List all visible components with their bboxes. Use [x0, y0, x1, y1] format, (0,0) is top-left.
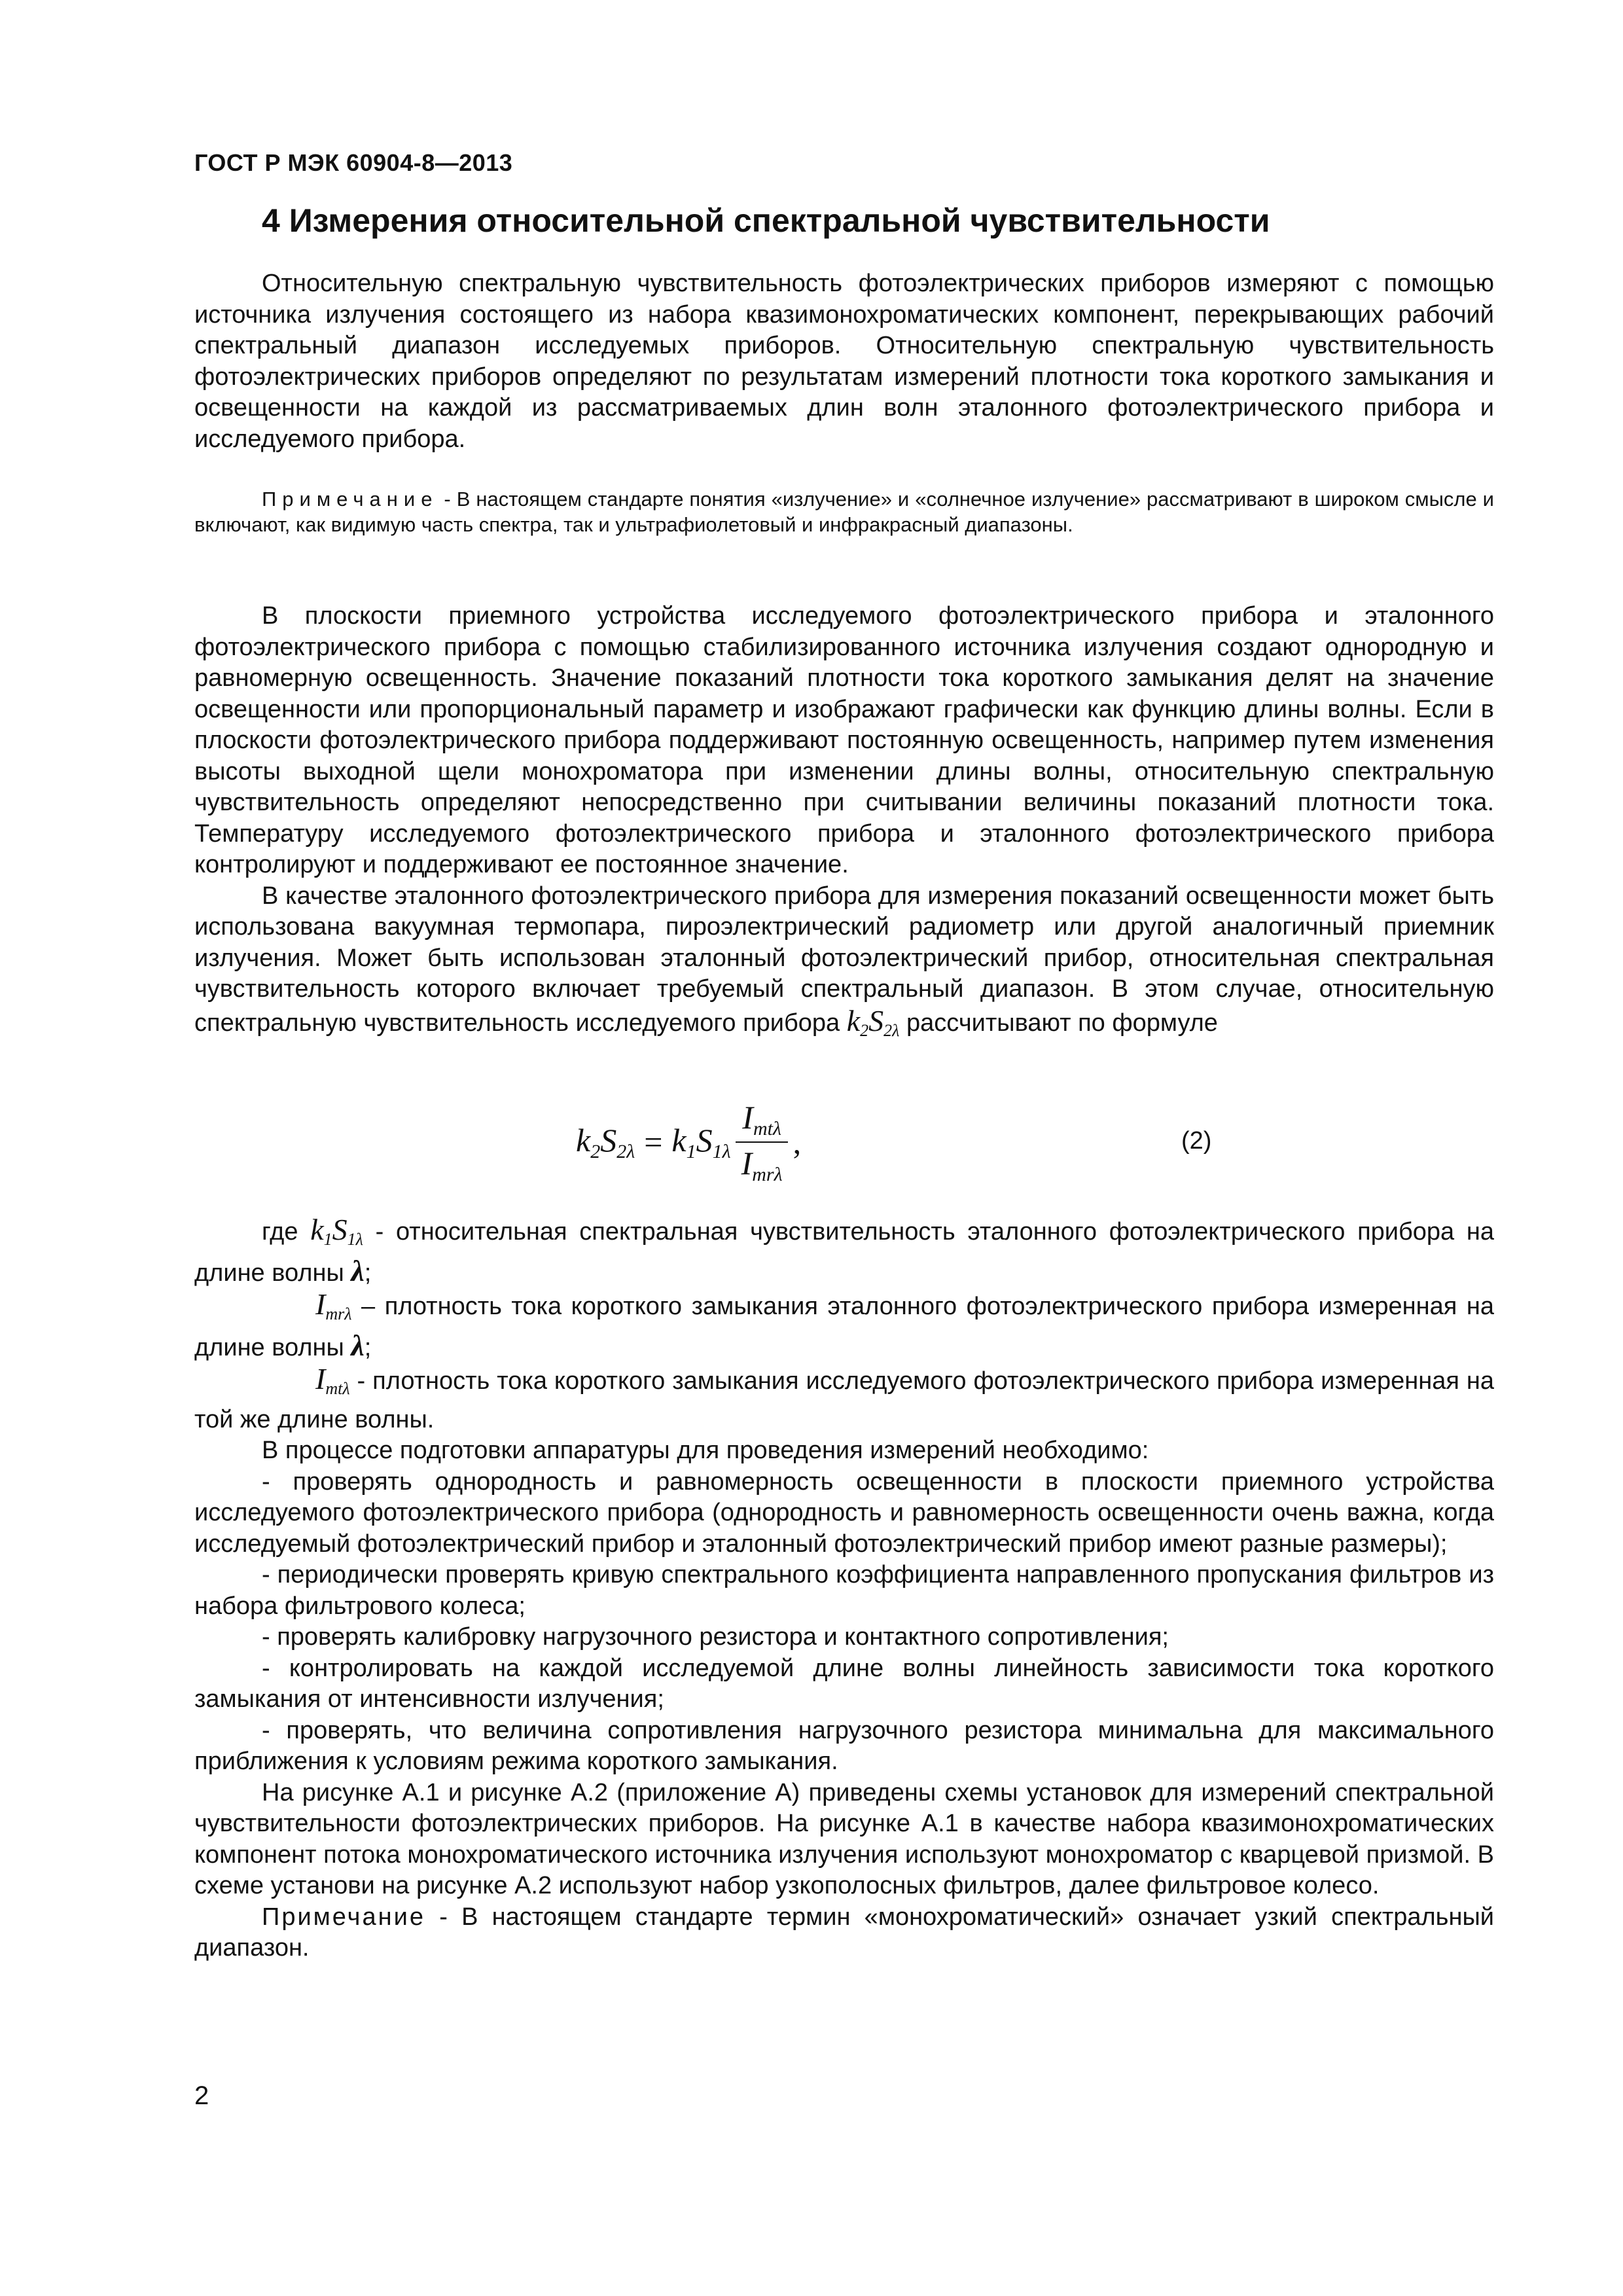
formula-number: (2) — [1181, 1127, 1212, 1155]
procedure-item: - проверять калибровку нагрузочного резистора и контактного сопротивления; — [262, 1623, 1169, 1651]
intro-paragraph: Относительную спектральную чувствительность фотоэлектрических приборов измеряют с помощью источника излучения состоящего из набора квазимонохроматических компонент, перекрывающих рабочий спектральный диапазон исследуемых приборов. Относительную спектральную чувствительность фотоэлектрических приборов определяют по результатам измерений плотности тока короткого замыкания и освещенности на каждой из рассматриваемых длин волн эталонного фотоэлектрического прибора и исследуемого прибора. — [194, 270, 1494, 453]
note-1 — [194, 486, 1494, 537]
inline-symbol-k2s2: $k_2S_{2\lambda}$ — [846, 1003, 900, 1040]
procedure-item: - периодически проверять кривую спектрального коэффициента направленного пропускания фильтров из набора фильтрового колеса; — [194, 1561, 1494, 1620]
formula-reference-term: $k_1S_{1\lambda}$ — [671, 1122, 731, 1162]
note-2-text: - В настоящем стандарте термин «монохроматический» означает узкий спектральный диапазон. — [194, 1903, 1494, 1962]
note-1-label: Примечание — [262, 488, 438, 511]
procedure-item: - контролировать на каждой исследуемой длине волны линейность зависимости тока короткого замыкания от интенсивности излучения; — [194, 1654, 1494, 1713]
symbol-imr: $I_{mr\lambda}$ — [315, 1287, 352, 1323]
definition-k1s1: где $k_1S_{1\lambda}$ - относительная спектральная чувствительность эталонного фотоэлектрического прибора на длине волны λ; — [194, 1213, 1495, 1287]
note-2 — [194, 1902, 1494, 1964]
procedure-intro: В процессе подготовки аппаратуры для проведения измерений необходимо: — [262, 1437, 1149, 1464]
note-1-text: - В настоящем стандарте понятия «излучение» и «солнечное излучение» рассматривают в широком смысле и включают, как видимую часть спектра, так и ультрафиолетовый и инфракрасный диапазоны. — [194, 488, 1494, 536]
reference-device-text: В качестве эталонного фотоэлектрического прибора для измерения показаний освещенности может быть использована вакуумная термопара, пироэлектрический радиометр или другой аналогичный приемник излучения. Может быть использован эталонный фотоэлектрический прибор, относительная спектральная чувствительность которого включает требуемый спектральный диапазон. В этом случае, относительную спектральную чувствительность исследуемого прибора — [194, 882, 1494, 1037]
formula-comma: , — [793, 1124, 802, 1160]
formula-fraction — [735, 1098, 789, 1186]
note-2-label: Примечание — [262, 1903, 425, 1931]
formula-numerator: $I_{mt\lambda}$ — [736, 1098, 788, 1143]
standard-code-header: ГОСТ Р МЭК 60904-8—2013 — [194, 149, 513, 176]
definitions-and-procedure — [194, 1214, 1494, 1964]
reference-device-text-end: рассчитывают по формуле — [906, 1009, 1218, 1037]
section-title: 4 Измерения относительной спектральной чувствительности — [262, 202, 1270, 239]
symbol-lambda: λ — [351, 1253, 365, 1287]
symbol-k1s1: $k_1S_{1\lambda}$ — [310, 1213, 363, 1249]
intro-paragraph-block — [194, 268, 1494, 455]
formula-denominator: $I_{mr\lambda}$ — [741, 1145, 783, 1185]
reference-device-paragraph — [194, 881, 1494, 1047]
formula-lhs: $k_2S_{2\lambda}$ — [576, 1122, 635, 1162]
formula-2 — [194, 1086, 1494, 1198]
symbol-imt: $I_{mt\lambda}$ — [315, 1362, 350, 1398]
definition-imt: $I_{mt\lambda}$ - плотность тока короткого замыкания исследуемого фотоэлектрического прибора измеренная на той же длине волны. — [194, 1362, 1495, 1433]
method-paragraph: В плоскости приемного устройства исследуемого фотоэлектрического прибора и эталонного фотоэлектрического прибора с помощью стабилизированного источника излучения создают однородную и равномерную освещенность. Значение показаний плотности тока короткого замыкания делят на значение освещенности или пропорциональный параметр и изображают графически как функцию длины волны. Если в плоскости фотоэлектрического прибора поддерживают постоянную освещенность, например путем изменения высоты выходной щели монохроматора при изменении длины волны, относительную спектральную чувствительность определяют непосредственно при считывании величины показаний плотности тока. Температуру исследуемого фотоэлектрического прибора и эталонного фотоэлектрического прибора контролируют и поддерживают ее постоянное значение. — [194, 602, 1494, 878]
procedure-item: - проверять, что величина сопротивления нагрузочного резистора минимальна для максимального приближения к условиям режима короткого замыкания. — [194, 1716, 1494, 1775]
procedure-item: - проверять однородность и равномерность освещенности в плоскости приемного устройства исследуемого фотоэлектрического прибора (однородность и равномерность освещенности очень важна, когда исследуемый фотоэлектрический прибор и эталонный фотоэлектрический прибор имеют разные размеры); — [194, 1467, 1494, 1558]
method-paragraphs — [194, 601, 1494, 1046]
symbol-lambda: λ — [351, 1328, 365, 1362]
figures-paragraph: На рисунке А.1 и рисунке А.2 (приложение А) приведены схемы установок для измерений спектральной чувствительности фотоэлектрических приборов. На рисунке А.1 в качестве набора квазимонохроматических компонент потока монохроматического источника излучения используют монохроматор с кварцевой призмой. В схеме установи на рисунке А.2 используют набор узкополосных фильтров, далее фильтровое колесо. — [194, 1778, 1494, 1899]
formula-expression — [576, 1086, 801, 1198]
definition-imr: $I_{mr\lambda}$ – плотность тока короткого замыкания эталонного фотоэлектрического прибора измеренная на длине волны λ; — [194, 1287, 1494, 1362]
formula-equals: = — [644, 1124, 663, 1160]
page-number: 2 — [194, 2081, 209, 2110]
